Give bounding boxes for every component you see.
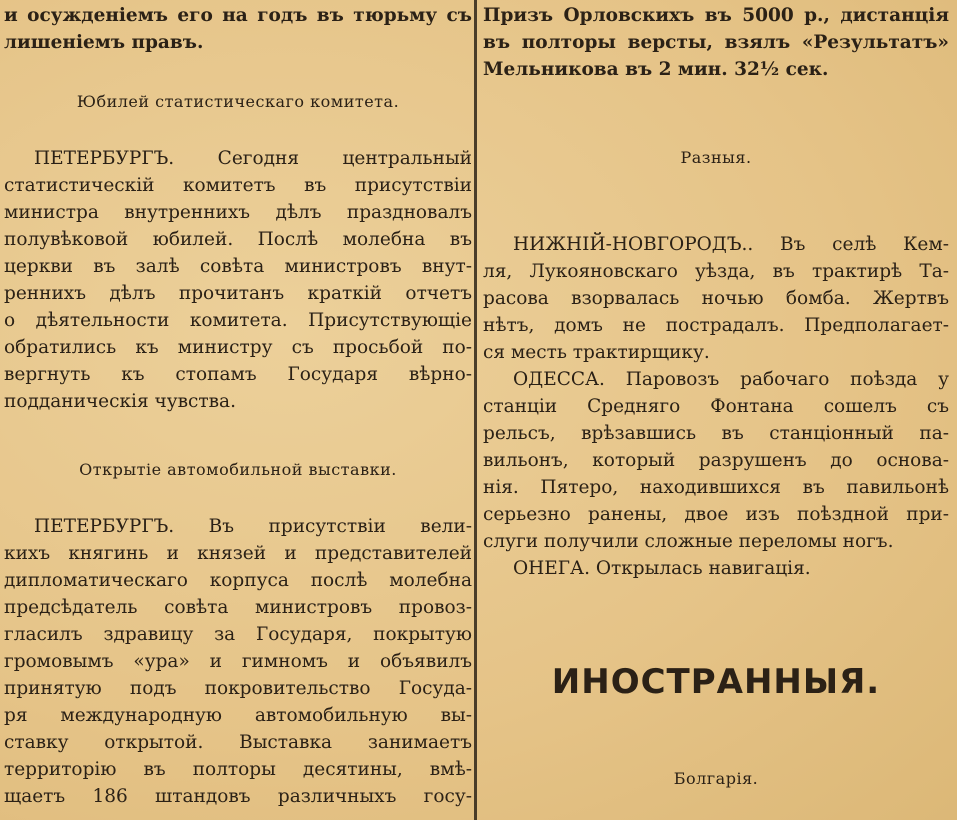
article-onega: ОНЕГА. Открылась навигація. (513, 558, 811, 579)
text-line: вергнуть къ стопамъ Государя вѣрно- (4, 364, 472, 385)
right-opening-text (483, 2, 949, 83)
text-line: дипломатическаго корпуса послѣ молебна (4, 570, 472, 591)
text-line: ставку открытой. Выставка занимаетъ (4, 732, 472, 753)
right-column (483, 0, 949, 820)
text-line: принятую подъ покровительство Госуда- (4, 678, 472, 699)
text-line: территорію въ полторы десятины, вмѣ- (4, 759, 472, 780)
heading-auto-exhibition: Открытіе автомобильной выставки. (79, 460, 397, 479)
text-line: въ полторы версты, взялъ «Результатъ» (483, 32, 949, 53)
article-jubilee (4, 145, 472, 415)
text-line: расова взорвалась ночью бомба. Жертвъ (483, 288, 949, 309)
text-line: обратились къ министру съ просьбой по- (4, 337, 472, 358)
text-line: кихъ княгинь и князей и представителей (4, 543, 472, 564)
article-nizhny (483, 231, 949, 366)
text-line: НИЖНІЙ-НОВГОРОДЪ.. Въ селѣ Кем- (513, 234, 949, 255)
left-opening-text (4, 2, 472, 56)
heading-misc: Разныя. (680, 148, 752, 167)
text-line: слуги получили сложные переломы ногъ. (483, 531, 894, 552)
text-line: реннихъ дѣлъ прочитанъ краткій отчетъ (4, 283, 472, 304)
text-line: Мельникова въ 2 мин. 32½ сек. (483, 59, 829, 80)
text-line: подданическія чувства. (4, 391, 236, 412)
text-line: предсѣдатель совѣта министровъ провоз- (4, 597, 472, 618)
text-line: церкви въ залѣ совѣта министровъ внут- (4, 256, 472, 277)
text-line: ся месть трактирщику. (483, 342, 710, 363)
text-line: ОДЕССА. Паровозъ рабочаго поѣзда у (513, 369, 949, 390)
text-line: и осужденіемъ его на годъ въ тюрьму съ (4, 5, 472, 26)
text-line: полувѣковой юбилей. Послѣ молебна въ (4, 229, 472, 250)
column-divider (474, 0, 477, 820)
left-column (4, 0, 472, 820)
text-line: ПЕТЕРБУРГЪ. Сегодня центральный (34, 148, 472, 169)
text-line: министра внутреннихъ дѣлъ праздновалъ (4, 202, 472, 223)
section-title-foreign: ИНОСТРАННЫЯ. (551, 662, 881, 702)
text-line: ля, Лукояновскаго уѣзда, въ трактирѣ Та- (483, 261, 949, 282)
text-line: статистическій комитетъ въ присутствіи (4, 175, 472, 196)
text-line: станціи Средняго Фонтана сошелъ съ (483, 396, 949, 417)
text-line: нія. Пятеро, находившихся въ павильонѣ (483, 477, 949, 498)
article-auto-exhibition (4, 513, 472, 810)
text-line: Призъ Орловскихъ въ 5000 р., дистанція (483, 5, 949, 26)
text-line: серьезно ранены, двое изъ поѣздной при- (483, 504, 949, 525)
subheading-bulgaria: Болгарія. (673, 769, 759, 788)
heading-jubilee: Юбилей статистическаго комитета. (76, 92, 400, 111)
text-line: рельсъ, врѣзавшись въ станціонный па- (483, 423, 949, 444)
article-odessa (483, 366, 949, 555)
text-line: нѣтъ, домъ не пострадалъ. Предполагает- (483, 315, 949, 336)
text-line: ПЕТЕРБУРГЪ. Въ присутствіи вели- (34, 516, 472, 537)
text-line: щаетъ 186 штандовъ различныхъ госу- (4, 786, 472, 807)
text-line: ря международную автомобильную вы- (4, 705, 472, 726)
text-line: о дѣятельности комитета. Присутствующіе (4, 310, 472, 331)
text-line: вильонъ, который разрушенъ до основа- (483, 450, 949, 471)
text-line: гласилъ здравицу за Государя, покрытую (4, 624, 472, 645)
text-line: громовымъ «ура» и гимномъ и объявилъ (4, 651, 472, 672)
text-line: лишеніемъ правъ. (4, 32, 204, 53)
